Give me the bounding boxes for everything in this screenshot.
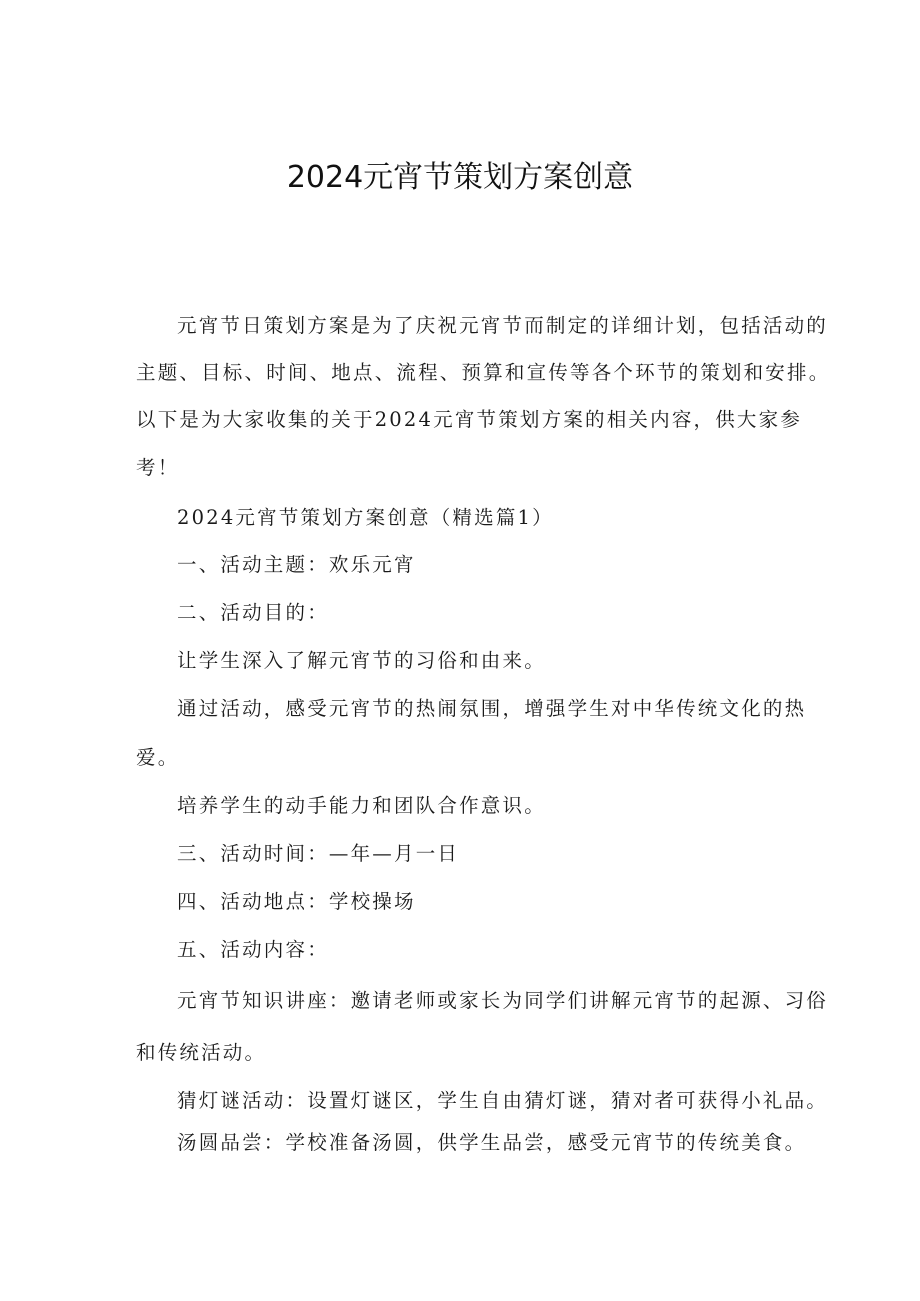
intro-line-3: 以下是为大家收集的关于2024元宵节策划方案的相关内容，供大家参 bbox=[136, 408, 803, 431]
activity-location: 四、活动地点：学校操场 bbox=[177, 890, 416, 913]
content-item-1-line-1: 元宵节知识讲座：邀请老师或家长为同学们讲解元宵节的起源、习俗 bbox=[177, 989, 829, 1012]
content-item-2: 猜灯谜活动：设置灯谜区，学生自由猜灯谜，猜对者可获得小礼品。 bbox=[177, 1089, 829, 1112]
section-heading: 2024元宵节策划方案创意（精选篇1） bbox=[177, 506, 554, 529]
activity-theme: 一、活动主题：欢乐元宵 bbox=[177, 553, 416, 576]
content-heading: 五、活动内容： bbox=[177, 938, 329, 961]
purpose-item-2-line-1: 通过活动，感受元宵节的热闹氛围，增强学生对中华传统文化的热 bbox=[177, 697, 807, 720]
content-item-3: 汤圆品尝：学校准备汤圆，供学生品尝，感受元宵节的传统美食。 bbox=[177, 1131, 807, 1154]
intro-line-1: 元宵节日策划方案是为了庆祝元宵节而制定的详细计划，包括活动的 bbox=[177, 314, 829, 337]
intro-line-4: 考！ bbox=[136, 456, 180, 479]
purpose-item-3: 培养学生的动手能力和团队合作意识。 bbox=[177, 794, 546, 817]
purpose-item-2-line-2: 爱。 bbox=[136, 746, 180, 769]
intro-line-2: 主题、目标、时间、地点、流程、预算和宣传等各个环节的策划和安排。 bbox=[136, 361, 831, 384]
document-title: 2024元宵节策划方案创意 bbox=[286, 160, 634, 195]
content-item-1-line-2: 和传统活动。 bbox=[136, 1041, 267, 1064]
purpose-item-1: 让学生深入了解元宵节的习俗和由来。 bbox=[177, 649, 546, 672]
activity-time: 三、活动时间：—年—月一日 bbox=[177, 842, 460, 865]
purpose-heading: 二、活动目的： bbox=[177, 601, 329, 624]
